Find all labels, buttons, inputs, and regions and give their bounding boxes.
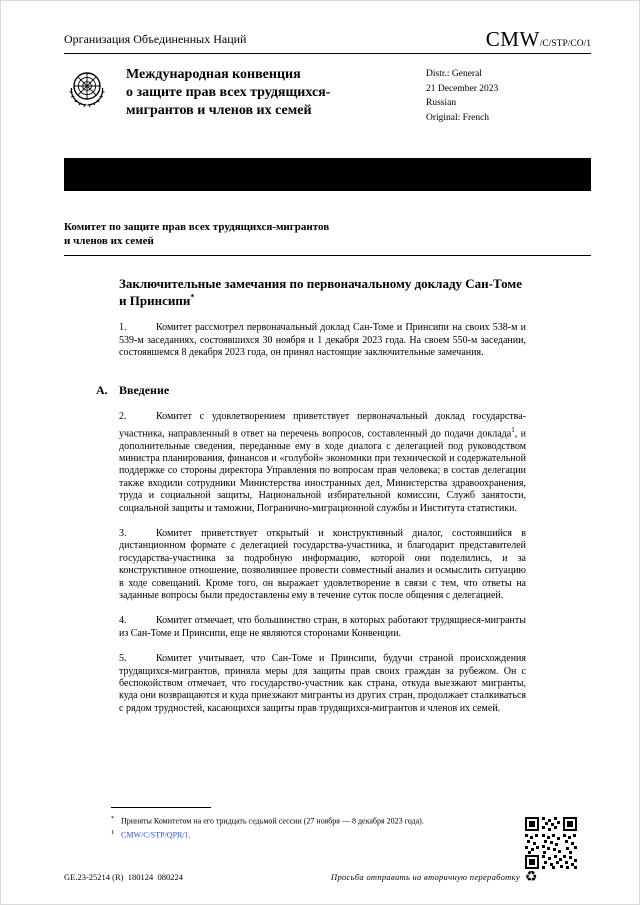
footnote-1 [111, 828, 521, 842]
convention-title-line: Международная конвенция [126, 67, 301, 82]
header-divider [64, 53, 591, 54]
paragraph-number: 4. [119, 615, 127, 627]
footnote-document-link[interactable]: CMW/C/STP/QPR/1. [121, 831, 191, 841]
doc-symbol [486, 29, 591, 50]
distr-block [426, 64, 498, 126]
paragraph-text: Комитет учитывает, что Сан-Томе и Принсипи, будучи страной происхождения трудящихся-мигрантов, приняла меры для защиты прав своих граждан за рубежом. Он с беспокойством отмечает, что государство-участник как страна, откуда выезжают мигранты, куда они возвращаются и куда приезжают мигранты из других стран, продолжает сталкиваться с рядом трудностей, касающихся защиты прав трудящихся-мигрантов и членов их семей. [119, 653, 526, 714]
qr-code-icon [525, 817, 577, 869]
paragraph-3 [119, 528, 526, 602]
paragraph-number: 2. [119, 411, 127, 423]
distr-line: Distr.: General [426, 69, 482, 79]
footnote-marker: * [111, 815, 115, 822]
page-header [64, 1, 591, 50]
qr-code [525, 817, 577, 874]
un-emblem [64, 64, 126, 126]
document-title [119, 275, 526, 309]
committee-name-line: Комитет по защите прав всех трудящихся-мигрантов [64, 220, 330, 233]
footnote-section [111, 807, 521, 843]
doc-symbol-suffix: /C/STP/CO/1 [539, 39, 591, 49]
footnote-text: Приняты Комитетом на его тридцать седьмой сессии (27 ноября — 8 декабря 2023 года). [121, 816, 424, 826]
recycle-note [331, 870, 537, 884]
un-emblem-icon [64, 67, 110, 113]
footnote-ref-1[interactable]: 1 [511, 425, 515, 434]
paragraph-text: Комитет с удовлетворением приветствует первоначальный доклад государства-участника, направленный в ответ на перечень вопросов, составленный до подачи доклада [119, 411, 526, 440]
language-line: Russian [426, 98, 457, 109]
committee-heading [64, 220, 591, 249]
paragraph-5 [119, 653, 526, 715]
committee-name-line: и членов их семей [64, 235, 154, 248]
committee-divider [64, 255, 591, 256]
convention-title [126, 64, 426, 126]
paragraph-4 [119, 615, 526, 640]
document-body [64, 275, 591, 715]
paragraph-text: Комитет отмечает, что большинство стран, в которых работают трудящиеся-мигранты из Сан-Томе и Принсипи, еще не являются сторонами Конвенции. [119, 615, 526, 639]
page-content [64, 1, 591, 715]
recycle-icon: ♻ [524, 869, 538, 885]
section-title: Введение [119, 383, 170, 398]
footnote-divider [111, 807, 211, 808]
section-label: A. [96, 383, 108, 398]
masthead-divider-bar [64, 158, 591, 191]
section-a-heading [96, 383, 526, 398]
paragraph-text: Комитет рассмотрел первоначальный доклад Сан-Томе и Принсипи на своих 538-м и 539-м заседаниях, состоявшихся 30 ноября и 1 декабря 2023 года. На своем 550-м заседании, состоявшемся 8 декабря 2023 года, он принял настоящие заключительные замечания. [119, 322, 526, 359]
footnote-asterisk [111, 814, 521, 828]
date-line: 21 December 2023 [426, 83, 499, 94]
title-footnote-ref[interactable]: * [190, 292, 195, 302]
paragraph-number: 3. [119, 528, 127, 540]
paragraph-text: , и дополнительные сведения, переданные ему в ходе диалога с делегацией под руководством министра планирования, финансов и «голубой» экономики при технической и содержательной поддержке со стороны директора Управления по вопросам прав человека; в состав делегации также входили сотрудники Министерства иностранных дел, Министерства здравоохранения, труда и социальной защиты, Национальной избирательной комиссии, Служб занятости, социальной защиты и таможни, Погранично-миграционной службы и Института статистики. [119, 428, 526, 514]
paragraph-1 [119, 322, 526, 359]
recycle-text: Просьба отправить на вторичную переработку [331, 872, 520, 882]
original-language-line: Original: French [426, 113, 490, 124]
paragraph-number: 1. [119, 322, 127, 334]
paragraph-text: Комитет приветствует открытый и конструктивный диалог, состоявшийся в дистанционном формате с делегацией государства-участника, и благодарит представителей государства-участника за подробную информацию, которой они поделились, и за конструктивное отношение, позволившее провести совместный анализ и осмыслить ситуацию в ходе совещаний. Кроме того, он выражает удовлетворение в связи с тем, что ответы на заданные вопросы были предоставлены ему в течение суток после общения с делегацией. [119, 528, 526, 602]
org-name: Организация Объединенных Наций [64, 32, 247, 46]
masthead [64, 64, 591, 126]
convention-title-line: о защите прав всех трудящихся- [126, 85, 331, 101]
footnote-marker: 1 [111, 829, 115, 837]
paragraph-2 [119, 411, 526, 515]
convention-title-line: мигрантов и членов их семей [126, 103, 312, 119]
ge-document-number: GE.23-25214 (R) 180124 080224 [64, 872, 183, 882]
document-title-text: Заключительные замечания по первоначальному докладу Сан-Томе и Принсипи [119, 275, 522, 309]
doc-symbol-main: CMW [485, 27, 540, 51]
paragraph-number: 5. [119, 653, 127, 665]
